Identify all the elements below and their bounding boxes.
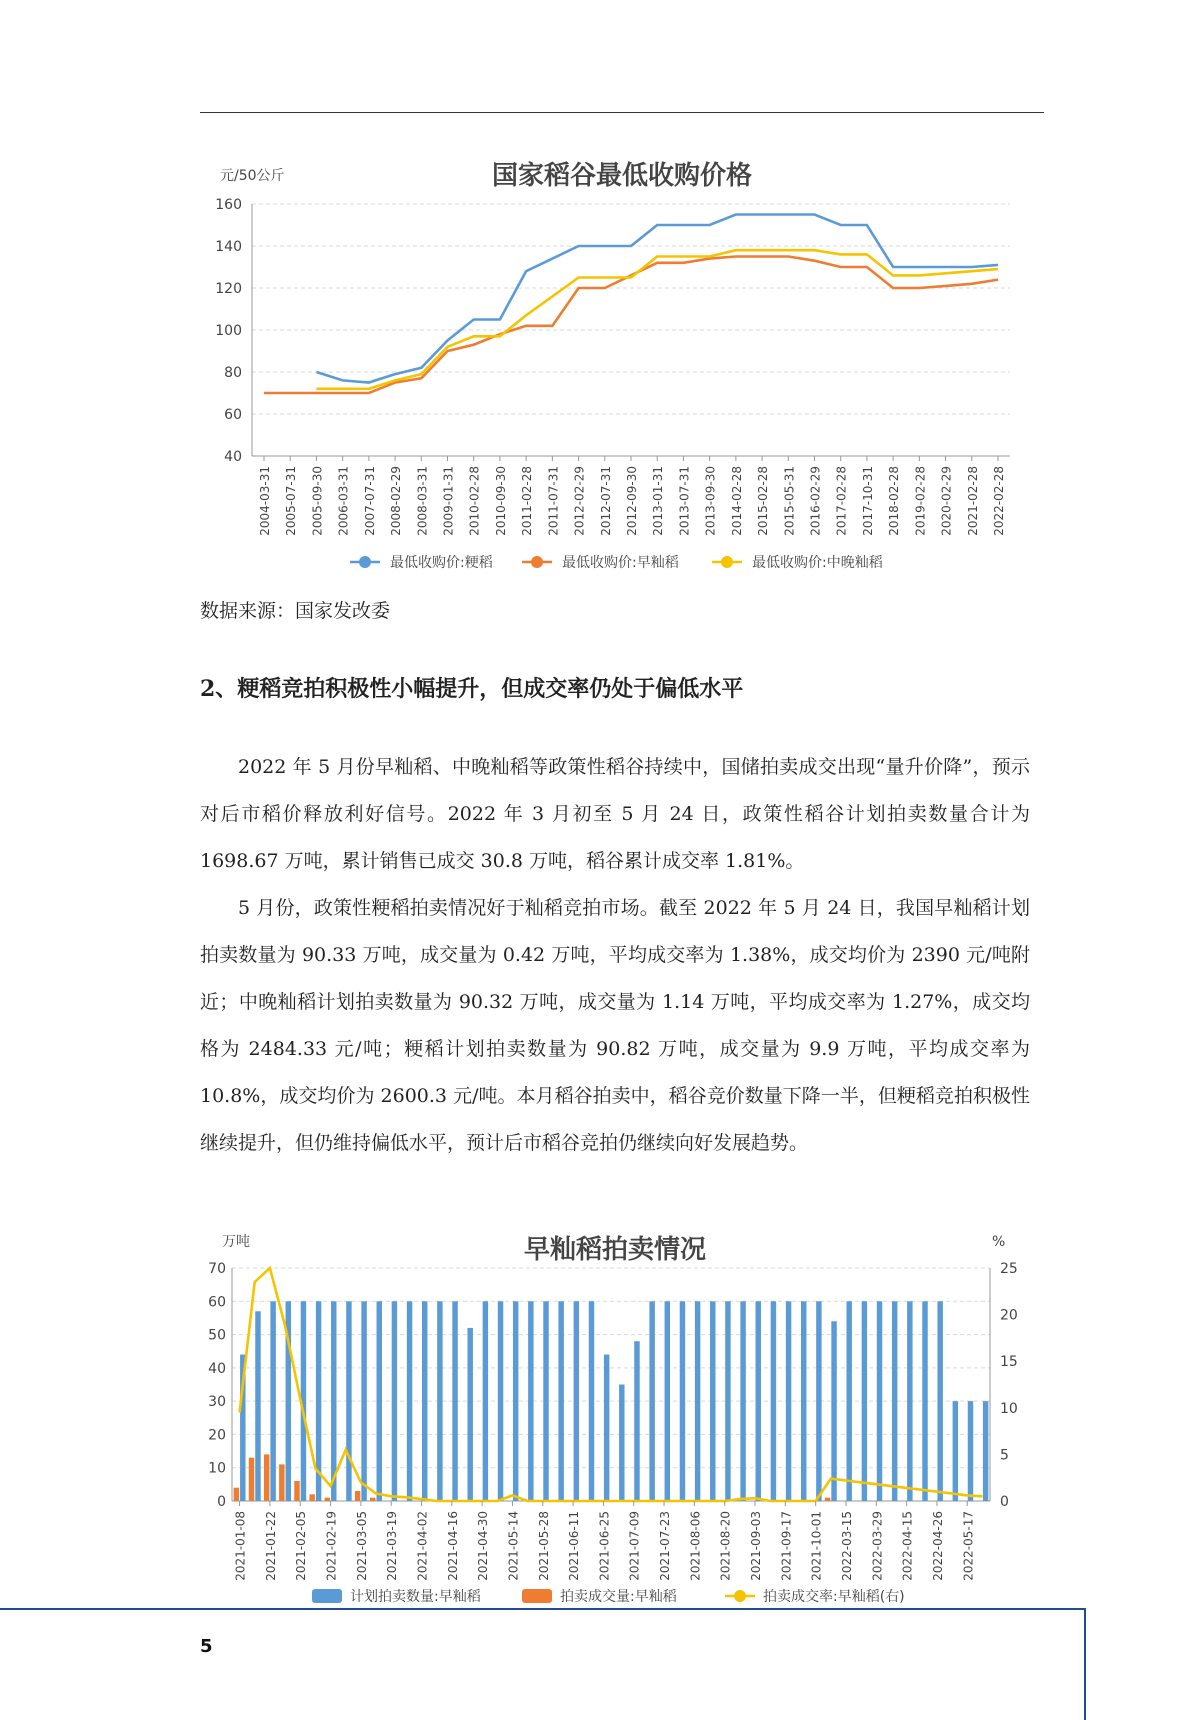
x-tick-label: 2021-07-09	[627, 1511, 642, 1581]
bar-traded	[294, 1481, 299, 1501]
x-tick-label: 2013-07-31	[677, 466, 692, 536]
bar-planned	[483, 1301, 488, 1501]
x-tick-label: 2012-02-29	[572, 466, 587, 536]
bar-planned	[740, 1301, 745, 1501]
bar-planned	[953, 1401, 958, 1501]
x-tick-label: 2021-06-11	[567, 1511, 582, 1581]
x-tick-label: 2010-09-30	[493, 466, 508, 536]
y-tick-label: 140	[215, 239, 242, 255]
x-tick-label: 2005-09-30	[310, 466, 325, 536]
chart-source-note: 数据来源：国家发改委	[200, 600, 391, 622]
y-tick-label: 20	[208, 1427, 226, 1444]
x-tick-label: 2015-05-31	[782, 466, 797, 536]
x-tick-label: 2009-01-31	[441, 466, 456, 536]
x-tick-label: 2007-07-31	[362, 466, 377, 536]
section-heading: 2、粳稻竞拍积极性小幅提升，但成交率仍处于偏低水平	[200, 676, 744, 702]
bar-planned	[665, 1301, 670, 1501]
x-tick-label: 2021-05-28	[536, 1511, 551, 1581]
bar-planned	[983, 1401, 988, 1501]
x-tick-label: 2017-02-28	[834, 466, 849, 536]
bar-planned	[604, 1355, 609, 1501]
x-tick-label: 2022-04-26	[930, 1511, 945, 1581]
bar-planned	[543, 1301, 548, 1501]
bar-planned	[377, 1301, 382, 1501]
legend-marker-2	[734, 1590, 746, 1602]
bar-planned	[255, 1311, 260, 1501]
bar-planned	[892, 1301, 897, 1501]
y-axis-label: 万吨	[222, 1234, 250, 1250]
y2-tick-label: 0	[1000, 1494, 1009, 1510]
chart-2-svg	[200, 1224, 1044, 1608]
x-tick-label: 2021-05-14	[506, 1511, 521, 1581]
bar-planned	[422, 1301, 427, 1501]
y-tick-label: 40	[224, 449, 242, 465]
bar-planned	[619, 1385, 624, 1502]
y2-tick-label: 20	[1000, 1307, 1018, 1324]
bar-planned	[862, 1301, 867, 1501]
y-tick-label: 160	[215, 197, 242, 213]
x-tick-label: 2021-01-22	[263, 1511, 278, 1581]
series-line-0	[316, 215, 998, 383]
legend-swatch-1	[522, 1589, 552, 1603]
page-number: 5	[200, 1636, 213, 1657]
bar-planned	[346, 1301, 351, 1501]
y-tick-label: 80	[224, 365, 242, 381]
chart-1-svg	[200, 150, 1044, 580]
x-tick-label: 2022-03-15	[839, 1511, 854, 1581]
y2-tick-label: 5	[1000, 1447, 1009, 1464]
legend-marker-0	[359, 556, 371, 568]
x-tick-label: 2004-03-31	[258, 466, 272, 536]
bar-planned	[574, 1301, 579, 1501]
x-tick-label: 2006-03-31	[336, 466, 351, 536]
x-tick-label: 2017-10-31	[860, 466, 875, 536]
bar-planned	[558, 1301, 563, 1501]
x-tick-label: 2013-09-30	[703, 466, 718, 536]
bar-traded	[325, 1498, 330, 1501]
body-text	[200, 744, 1030, 1167]
y-tick-label: 100	[215, 323, 242, 339]
x-tick-label: 2019-02-28	[913, 466, 928, 536]
bar-planned	[513, 1301, 518, 1501]
bar-planned	[528, 1301, 533, 1501]
bar-traded	[825, 1498, 830, 1501]
bar-planned	[634, 1341, 639, 1501]
x-tick-label: 2020-02-29	[939, 466, 954, 536]
bar-traded	[355, 1491, 360, 1501]
bar-planned	[407, 1301, 412, 1501]
bar-planned	[968, 1401, 973, 1501]
bar-traded	[370, 1498, 375, 1501]
legend-label-0: 计划拍卖数量:早籼稻	[350, 1589, 481, 1605]
x-tick-label: 2011-07-31	[546, 466, 561, 536]
x-tick-label: 2021-03-05	[354, 1511, 369, 1581]
bar-planned	[589, 1301, 594, 1501]
chart-early-indica-auction	[200, 1224, 1044, 1608]
bar-planned	[270, 1301, 275, 1501]
x-tick-label: 2011-02-28	[520, 466, 535, 536]
y2-tick-label: 15	[1000, 1354, 1018, 1371]
bar-planned	[877, 1301, 882, 1501]
bar-planned	[846, 1301, 851, 1501]
bar-planned	[498, 1301, 503, 1501]
footer-frame	[0, 1608, 1086, 1720]
bar-planned	[680, 1301, 685, 1501]
x-tick-label: 2021-02-28	[965, 466, 980, 536]
bar-planned	[771, 1301, 776, 1501]
x-tick-label: 2005-07-31	[284, 466, 299, 536]
y-tick-label: 30	[208, 1394, 226, 1411]
y2-tick-label: 25	[1000, 1261, 1018, 1277]
y-tick-label: 120	[215, 281, 242, 297]
bar-traded	[234, 1488, 239, 1501]
bar-planned	[649, 1301, 654, 1501]
header-rule	[200, 112, 1044, 113]
x-tick-label: 2021-04-16	[445, 1511, 460, 1581]
y-tick-label: 60	[224, 407, 242, 423]
bar-planned	[695, 1301, 700, 1501]
bar-planned	[710, 1301, 715, 1501]
bar-traded	[249, 1458, 254, 1501]
bar-planned	[786, 1301, 791, 1501]
paragraph-1: 2022 年 5 月份早籼稻、中晚籼稻等政策性稻谷持续中，国储拍卖成交出现“量升价降”，预示对后市稻价释放利好信号。2022 年 3 月初至 5 月 24 日，政策性稻谷计划拍卖数量合计为 1698.67 万吨，累计销售已成交 30.8 万吨，稻谷累计成交率 1.81%。	[200, 756, 1030, 872]
y-tick-label: 70	[208, 1261, 226, 1277]
bar-planned	[816, 1301, 821, 1501]
chart-title: 早籼稻拍卖情况	[523, 1235, 707, 1265]
bar-planned	[437, 1301, 442, 1501]
legend-label-1: 最低收购价:早籼稻	[562, 555, 679, 571]
x-tick-label: 2016-02-29	[808, 466, 823, 536]
legend-label-2: 最低收购价:中晚籼稻	[752, 555, 883, 571]
x-tick-label: 2014-02-28	[729, 466, 744, 536]
legend-marker-2	[721, 556, 733, 568]
x-tick-label: 2022-03-29	[870, 1511, 885, 1581]
bar-traded	[309, 1494, 314, 1501]
bar-planned	[756, 1301, 761, 1501]
bar-traded	[264, 1454, 269, 1501]
y2-axis-label: %	[992, 1234, 1006, 1250]
bar-planned	[937, 1301, 942, 1501]
chart-title: 国家稻谷最低收购价格	[491, 161, 753, 191]
bar-planned	[831, 1321, 836, 1501]
x-tick-label: 2021-04-02	[415, 1511, 430, 1581]
bar-planned	[467, 1328, 472, 1501]
x-tick-label: 2021-07-23	[658, 1511, 673, 1581]
x-tick-label: 2022-04-15	[900, 1511, 915, 1581]
x-tick-label: 2018-02-28	[887, 466, 902, 536]
x-tick-label: 2012-09-30	[625, 466, 639, 536]
y-tick-label: 10	[208, 1460, 226, 1477]
legend-label-2: 拍卖成交率:早籼稻(右)	[763, 1589, 905, 1605]
bar-planned	[725, 1301, 730, 1501]
legend-swatch-0	[312, 1589, 342, 1603]
x-tick-label: 2008-02-29	[389, 466, 404, 536]
x-tick-label: 2008-03-31	[415, 466, 430, 536]
x-tick-label: 2021-04-30	[476, 1511, 491, 1581]
x-tick-label: 2015-02-28	[756, 466, 771, 536]
bar-planned	[452, 1301, 457, 1501]
x-tick-label: 2021-08-06	[688, 1511, 703, 1581]
y2-tick-label: 10	[1000, 1400, 1018, 1417]
bar-planned	[392, 1301, 397, 1501]
x-tick-label: 2021-01-08	[233, 1511, 248, 1581]
x-tick-label: 2021-02-05	[294, 1511, 309, 1581]
x-tick-label: 2022-05-17	[961, 1511, 976, 1581]
y-axis-label: 元/50公斤	[220, 168, 285, 184]
legend-label-0: 最低收购价:粳稻	[390, 555, 493, 571]
x-tick-label: 2022-02-28	[992, 466, 1006, 536]
x-tick-label: 2021-09-03	[749, 1511, 764, 1581]
legend-label-1: 拍卖成交量:早籼稻	[560, 1589, 677, 1605]
x-tick-label: 2012-07-31	[598, 466, 613, 536]
x-tick-label: 2021-08-20	[718, 1511, 733, 1581]
x-tick-label: 2021-09-17	[779, 1511, 794, 1581]
bar-planned	[801, 1301, 806, 1501]
bar-traded	[279, 1464, 284, 1501]
y-tick-label: 40	[208, 1360, 226, 1377]
bar-planned	[907, 1301, 912, 1501]
x-tick-label: 2013-01-31	[651, 466, 666, 536]
x-tick-label: 2010-02-28	[467, 466, 482, 536]
bar-planned	[922, 1301, 927, 1501]
paragraph-2: 5 月份，政策性粳稻拍卖情况好于籼稻竞拍市场。截至 2022 年 5 月 24 日，我国早籼稻计划拍卖数量为 90.33 万吨，成交量为 0.42 万吨，平均成交率为 1.38%，成交均价为 2390 元/吨附近；中晚籼稻计划拍卖数量为 90.32 万吨，成交量为 1.14 万吨，平均成交率为 1.27%，成交均格为 2484.33 元/吨；粳稻计划拍卖数量为 90.82 万吨，成交量为 9.9 万吨，平均成交率为 10.8%，成交均价为 2600.3 元/吨。本月稻谷拍卖中，稻谷竞价数量下降一半，但粳稻竞拍积极性继续提升，但仍维持偏低水平，预计后市稻谷竞拍仍继续向好发展趋势。	[200, 897, 1030, 1154]
y-tick-label: 60	[208, 1294, 226, 1311]
chart-min-purchase-price	[200, 150, 1044, 580]
x-tick-label: 2021-02-19	[324, 1511, 339, 1581]
y-tick-label: 50	[208, 1327, 226, 1344]
x-tick-label: 2021-10-01	[809, 1511, 824, 1581]
y-tick-label: 0	[217, 1494, 226, 1510]
bar-planned	[361, 1301, 366, 1501]
x-tick-label: 2021-03-19	[385, 1511, 400, 1581]
x-tick-label: 2021-06-25	[597, 1511, 612, 1581]
legend-marker-1	[531, 556, 543, 568]
